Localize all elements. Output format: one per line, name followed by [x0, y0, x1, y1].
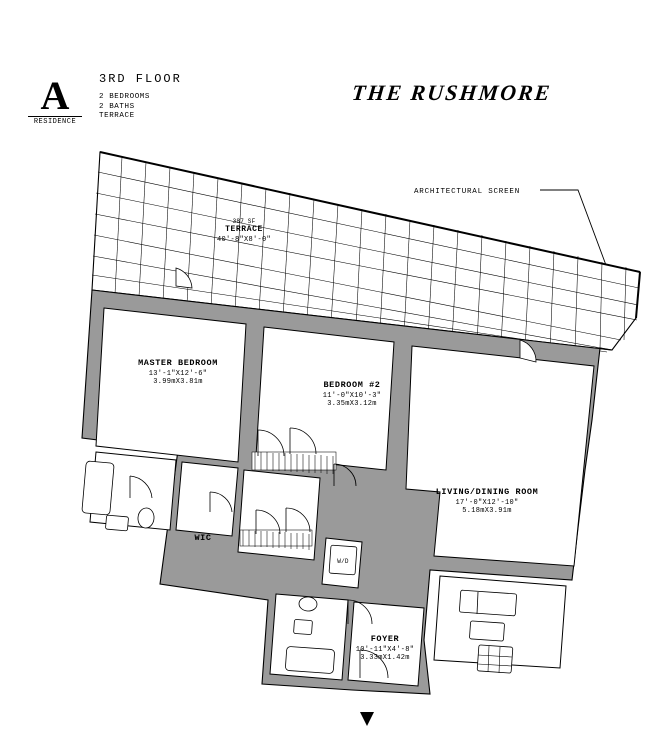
logo-letter: A	[40, 73, 70, 118]
bedroom-2-name: BEDROOM #2	[323, 380, 381, 390]
wic-name: WIC	[194, 533, 212, 543]
master-bedroom-name: MASTER BEDROOM	[138, 358, 218, 368]
room-label-foyer	[338, 634, 432, 662]
architectural-screen-label: ARCHITECTURAL SCREEN	[414, 188, 521, 196]
washer-dryer-name: W/D	[337, 558, 349, 565]
room-label-terrace	[196, 218, 292, 244]
foyer-dim-m: 3.33mX1.42m	[360, 654, 410, 662]
room-label-living-dining	[420, 487, 554, 515]
room-label-bedroom-2	[300, 380, 404, 408]
bedroom-2-dim-ft: 11'-0"X10'-3"	[322, 392, 382, 400]
entry-arrow	[360, 712, 374, 726]
terrace-area: 387 SF	[232, 218, 256, 225]
logo-subtitle: RESIDENCE	[33, 118, 77, 126]
master-bedroom-dim-m: 3.99mX3.81m	[153, 378, 203, 386]
bedroom-2-dim-m: 3.35mX3.12m	[327, 400, 377, 408]
building-brand: THE RUSHMORE	[350, 80, 553, 105]
room-label-master-bedroom	[112, 358, 244, 386]
floor-meta-line: 2 BATHS	[99, 102, 135, 111]
terrace-dim-ft: 40'-8"X8'-0"	[216, 236, 271, 244]
room-label-wic	[186, 533, 220, 543]
room-label-washer-dryer	[331, 558, 355, 565]
living-dining-dim-m: 5.18mX3.91m	[462, 507, 512, 515]
master-bedroom-dim-ft: 13'-1"X12'-6"	[148, 370, 208, 378]
floor-meta-line: 2 BEDROOMS	[99, 93, 151, 101]
foyer-dim-ft: 10'-11"X4'-8"	[355, 646, 415, 654]
living-dining-dim-ft: 17'-0"X12'-10"	[455, 499, 519, 507]
foyer-name: FOYER	[370, 634, 400, 644]
terrace-name: TERRACE	[225, 225, 263, 234]
page-title: 3RD FLOOR	[99, 72, 182, 86]
living-dining-name: LIVING/DINING ROOM	[435, 487, 539, 497]
floor-meta-line: TERRACE	[99, 112, 135, 120]
